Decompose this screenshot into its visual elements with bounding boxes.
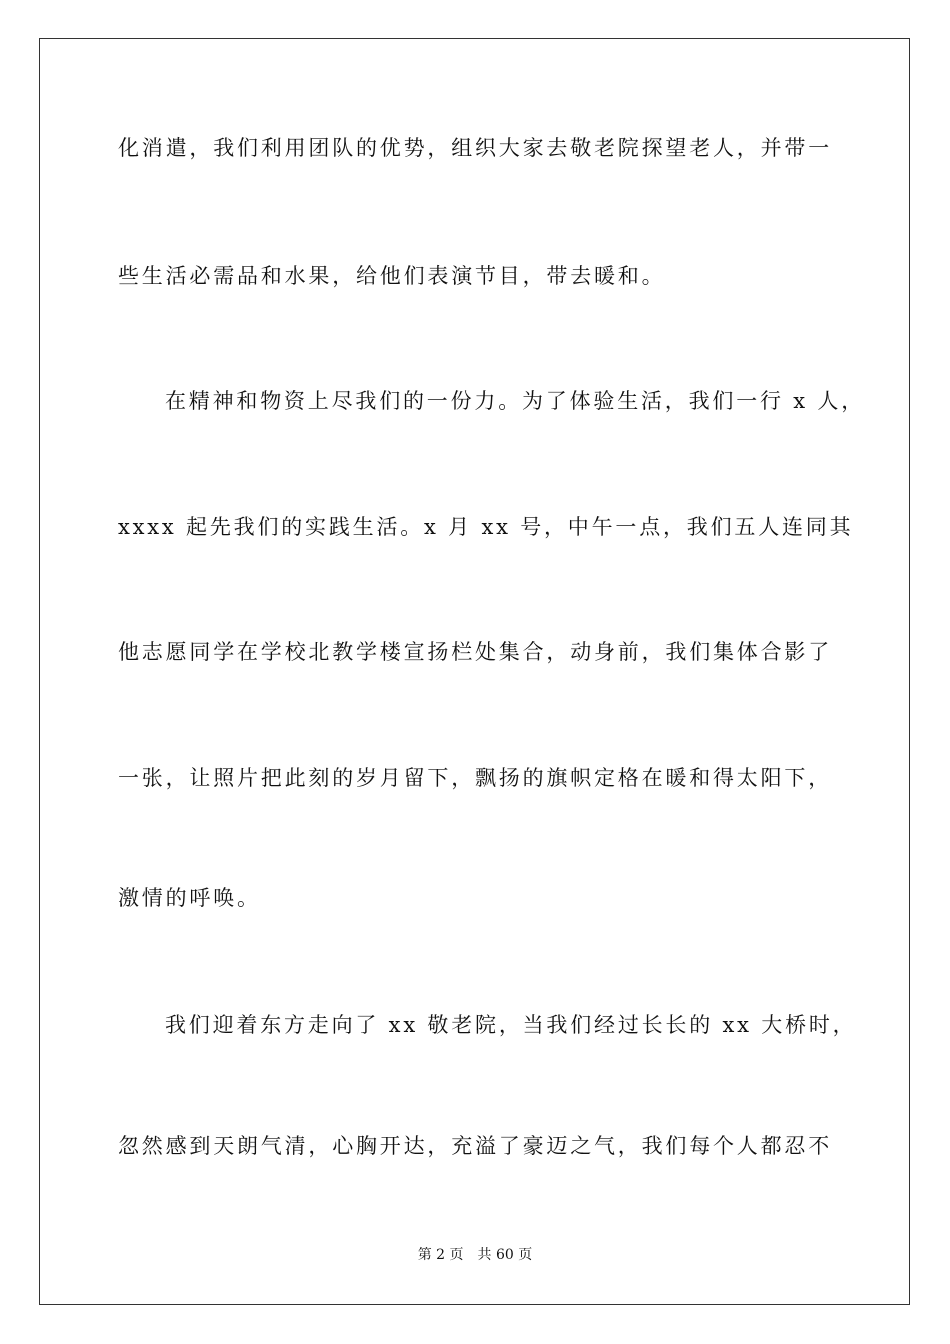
paragraph-first-line: 在精神和物资上尽我们的一份力。为了体验生活，我们一行 x 人， [165,389,865,413]
page-number: 第 2 页 [417,1247,464,1263]
paragraph-first-line: 我们迎着东方走向了 xx 敬老院，当我们经过长长的 xx 大桥时， [165,1013,857,1037]
page-border [39,38,910,1305]
page-footer [0,1245,950,1265]
total-pages: 共 60 页 [477,1247,533,1263]
text-line: 他志愿同学在学校北教学楼宣扬栏处集合，动身前，我们集体合影了 [118,640,832,664]
text-line: 激情的呼唤。 [118,886,261,910]
text-line: 忽然感到天朗气清，心胸开达，充溢了豪迈之气，我们每个人都忍不 [118,1134,832,1158]
text-line: 化消遣，我们利用团队的优势，组织大家去敬老院探望老人，并带一 [118,136,832,160]
text-line: 些生活必需品和水果，给他们表演节目，带去暖和。 [118,264,666,288]
text-line: xxxx 起先我们的实践生活。x 月 xx 号，中午一点，我们五人连同其 [118,515,854,539]
text-line: 一张，让照片把此刻的岁月留下，飘扬的旗帜定格在暖和得太阳下， [118,766,832,790]
